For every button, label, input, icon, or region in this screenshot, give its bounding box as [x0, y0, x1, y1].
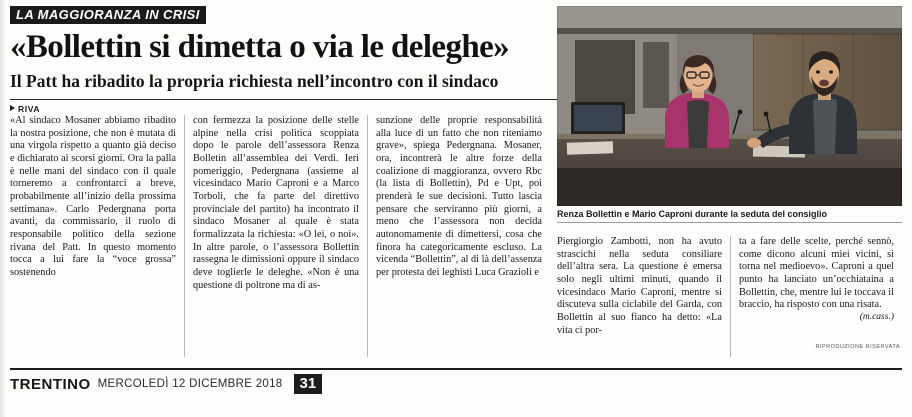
article-headline: «Bollettin si dimetta o via le deleghe»: [10, 29, 510, 65]
article-column-1: [10, 115, 184, 357]
column-text: sunzione delle proprie responsabilità alla luce di un fatto che non riteniamo grave», spiega Pedergnana. Mosaner, ora, incontrerà le altre forze della coalizione di maggioranza, ovvero Rbc (la lista di Bollettin), Pd e Upt, poi prenderà le sue decisioni. Tutto lascia pensare che serviranno più giorni, a meno che l’assessora non decida autonomamente di dimettersi, cosa che finora ha categoricamente escluso. La vicenda “Bollettin”, al di là dell’assenza per protesta dei leghisti Luca Grazioli e: [376, 115, 542, 278]
footer-page-number: 31: [294, 374, 323, 394]
article-photo: [557, 6, 902, 206]
footer-date: MERCOLEDÌ 12 DICEMBRE 2018: [97, 378, 283, 391]
article-signature: (m.cass.): [859, 311, 894, 322]
kicker-container: [10, 6, 540, 24]
article-column-3: [367, 115, 550, 357]
footer-masthead: TRENTINO: [10, 375, 91, 393]
article-subhead: Il Patt ha ribadito la propria richiesta nell’incontro con il sindaco: [10, 70, 499, 91]
column-text: ta a fare delle scelte, perché sennò, come dicono alcuni miei vicini, si torna nel medioevo». Caproni a quel punto ha lanciato un’occhiataina a Bollettin, che, mentre lui le toccava il braccio, ha risposto con una risata.: [739, 236, 894, 311]
page-footer: [10, 374, 322, 394]
caption-divider: [557, 222, 902, 223]
photo-credit: RIPRODUZIONE RISERVATA: [815, 344, 900, 350]
column-text: «Al sindaco Mosaner abbiamo ribadito la nostra posizione, che non è mutata di una virgola rispetto a quanto già deciso e dichiarato ai scorsi giorni. Ora la palla è nelle mani del sindaco con il quale torneremo a confrontarci a breve, probabilmente all’inizio della prossima settimana». Carlo Pedergnana porta avanti, da commissario, il ruolo di responsabile politico della sezione rivana del Patt. In questo momento tocca a lui fare la “voce grossa” sostenendo: [10, 115, 176, 278]
triangle-bullet-icon: [10, 105, 15, 111]
article-kicker: LA MAGGIORANZA IN CRISI: [10, 6, 206, 24]
page-edge-shadow: [0, 0, 6, 417]
column-text: con fermezza la posizione delle stelle alpine nella crisi politica scoppiata dopo le parole dell’assessora Renza Bolletin all’assemblea dei Verdi. Ieri pomeriggio, Pedergnana (assieme al vicesindaco Mario Caproni e a Marco Torboli, che fa parte del direttivo provinciale del partito) ha incontrato il sindaco Mosaner al quale è stata formalizzata la richiesta: «O lei, o noi». In altre parole, o l’assessora Bollettin rassegna le dimissioni oppure il sindaco deve toglierle le deleghe. «Non è una questione di poltrone ma di as-: [193, 115, 359, 291]
byline-label: RIVA: [18, 104, 41, 114]
footer-divider: [10, 368, 902, 370]
article-body-right: [557, 236, 902, 357]
column-text: Piergiorgio Zambotti, non ha avuto strascichi nella seduta consiliare dell’altra sera. La questione è emersa solo negli ultimi minuti, quando il vicesindaco Mario Caproni, mentre si discuteva sulla ciclabile del Garda, con Bollettin al suo fianco ha detto: «La vita ci por-: [557, 236, 722, 336]
article-column-2: [184, 115, 367, 357]
article-column-5: [730, 236, 902, 357]
article-column-4: [557, 236, 730, 357]
photo-caption: Renza Bollettin e Mario Caproni durante la seduta del consiglio: [557, 209, 828, 219]
article-body-left: [10, 115, 550, 357]
article-byline: [10, 104, 40, 114]
